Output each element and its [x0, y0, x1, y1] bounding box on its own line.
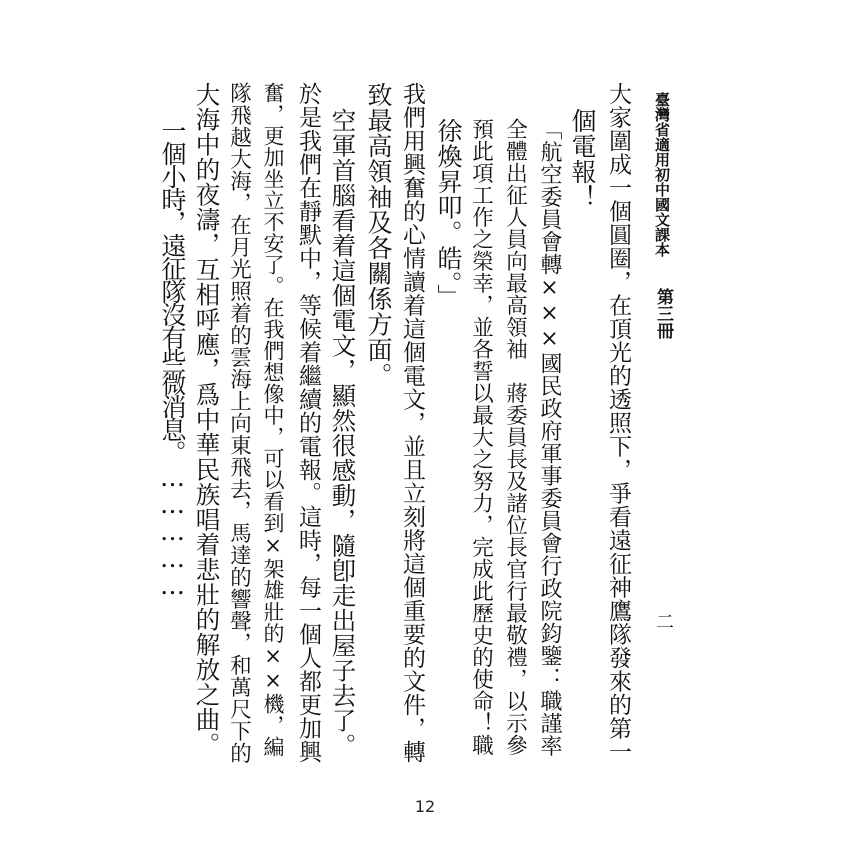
text-column-7: 我們用興奮的心情讀着這個電文，並且立刻將這個重要的文件，轉: [399, 82, 425, 764]
text-column-11: 奮，更加坐立不安了。在我們想像中，可以看到×架雄壯的××機，編: [261, 82, 285, 758]
text-column-9: 空軍首腦看着這個電文，顯然很感動，隨卽走出屋子去了。: [328, 108, 358, 758]
text-column-1: 大家圍成一個圓圈，在頂光的透照下，爭看遠征神鷹隊發來的第一: [605, 82, 631, 764]
text-column-14: 一個小時，遠征隊沒有些微消息。……………: [158, 118, 187, 598]
text-column-5: 預此項工作之榮幸，並各誓以最大之努力，完成此歷史的使命！職: [468, 118, 494, 756]
text-column-10: 於是我們在靜默中，等候着繼續的電報。這時，每一個人都更加興: [295, 82, 321, 764]
text-column-2: 個電報！: [568, 108, 597, 210]
text-column-3: 「航空委員會轉×××國民政府軍事委員會行政院鈞鑒：職謹率: [537, 118, 562, 757]
volume-label: 第三冊: [653, 288, 673, 339]
text-column-8: 致最高領袖及各關係方面。: [364, 82, 393, 388]
text-column-13: 大海中的夜濤，互相呼應，爲中華民族唱着悲壯的解放之曲。: [192, 82, 222, 757]
text-column-4: 全體出征人員向最高領袖 蔣委員長及諸位長官行最敬禮，以示參: [502, 118, 528, 756]
book-title: 臺灣省適用初中國文課本: [653, 92, 671, 257]
text-column-12: 隊飛越大海，在月光照着的雲海上向東飛去，馬達的響聲，和萬尺下的: [226, 82, 252, 764]
margin-number: 二: [653, 612, 674, 630]
text-column-6: 徐煥昇叩。皓。」: [434, 118, 463, 310]
page-number: 12: [414, 797, 436, 816]
